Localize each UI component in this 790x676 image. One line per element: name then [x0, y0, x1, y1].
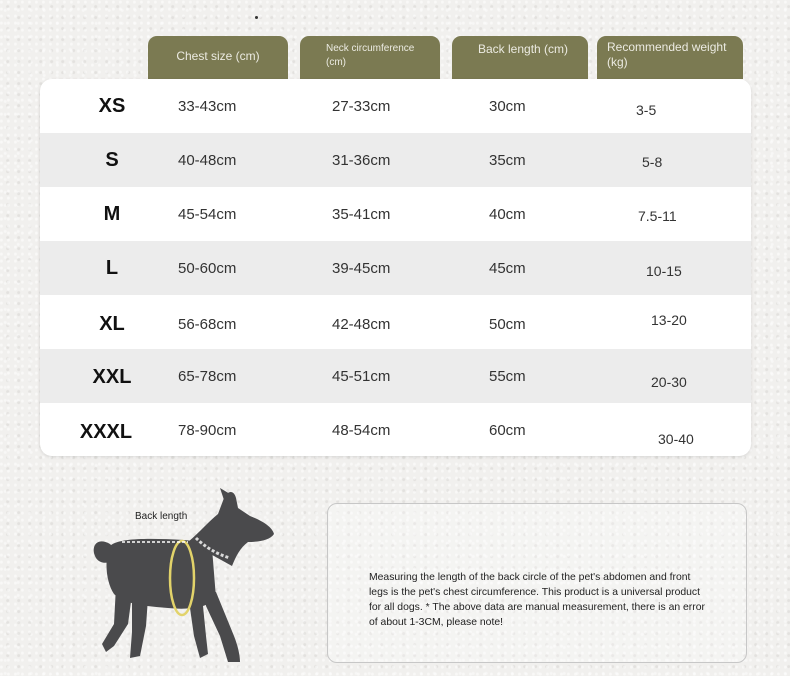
neck-cell: 35-41cm — [332, 205, 391, 223]
weight-cell: 3-5 — [636, 102, 657, 118]
chest-cell: 45-54cm — [178, 205, 237, 223]
size-cell: XXXL — [79, 420, 133, 443]
weight-cell: 10-15 — [646, 263, 682, 279]
back-cell: 60cm — [489, 421, 526, 439]
header-neck-circumference: Neck circumference (cm) — [300, 36, 440, 79]
size-cell: M — [103, 202, 121, 225]
header-recommended-weight: Recommended weight (kg) — [597, 36, 743, 79]
table-row — [40, 241, 751, 295]
chest-cell: 40-48cm — [178, 151, 237, 169]
measurement-note: Measuring the length of the back circle of the pet's abdomen and front legs is the pet's chest circumference. This product is a universal product for all dogs. * The above data are manual measurement, there is an error of about 1-3CM, please note! — [369, 572, 705, 628]
chest-cell: 56-68cm — [178, 315, 237, 333]
size-cell: XL — [99, 312, 125, 335]
chest-cell: 33-43cm — [178, 97, 237, 115]
header-back-length: Back length (cm) — [452, 36, 588, 79]
chest-cell: 65-78cm — [178, 367, 237, 385]
size-table — [40, 79, 751, 456]
neck-cell: 27-33cm — [332, 97, 391, 115]
back-cell: 55cm — [489, 367, 526, 385]
neck-cell: 45-51cm — [332, 367, 391, 385]
size-cell: S — [105, 148, 119, 171]
table-row — [40, 349, 751, 403]
back-cell: 40cm — [489, 205, 526, 223]
size-cell: XS — [98, 94, 126, 117]
table-row — [40, 187, 751, 241]
neck-cell: 42-48cm — [332, 315, 391, 333]
table-row — [40, 133, 751, 187]
size-cell: L — [105, 256, 119, 279]
weight-cell: 30-40 — [658, 431, 694, 447]
decorative-dot — [255, 16, 258, 19]
size-cell: XXL — [92, 365, 132, 388]
table-row — [40, 295, 751, 351]
neck-cell: 39-45cm — [332, 259, 391, 277]
weight-cell: 13-20 — [651, 312, 687, 328]
back-cell: 50cm — [489, 315, 526, 333]
back-cell: 30cm — [489, 97, 526, 115]
table-row — [40, 79, 751, 133]
weight-cell: 7.5-11 — [638, 208, 677, 224]
dog-measurement-diagram — [88, 486, 288, 666]
weight-cell: 20-30 — [651, 374, 687, 390]
table-row — [40, 403, 751, 456]
chest-cell: 50-60cm — [178, 259, 237, 277]
back-cell: 45cm — [489, 259, 526, 277]
back-length-label: Back length — [135, 511, 188, 522]
header-chest-size: Chest size (cm) — [148, 36, 288, 79]
back-cell: 35cm — [489, 151, 526, 169]
neck-cell: 48-54cm — [332, 421, 391, 439]
chest-cell: 78-90cm — [178, 421, 237, 439]
note-box — [327, 503, 747, 663]
weight-cell: 5-8 — [642, 154, 663, 170]
neck-cell: 31-36cm — [332, 151, 391, 169]
